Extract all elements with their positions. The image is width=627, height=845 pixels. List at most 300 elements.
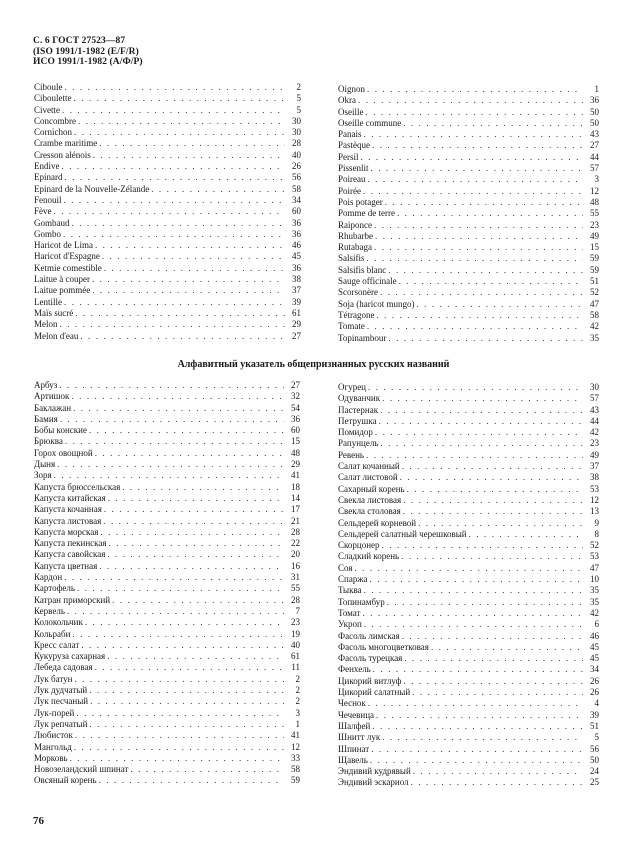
entry-page: 61 (291, 651, 300, 662)
dot-leader (75, 730, 284, 741)
entry-page: 45 (590, 641, 599, 652)
index-entry (34, 93, 301, 104)
entry-term: Pastèque (338, 140, 370, 151)
entry-term: Брюква (34, 436, 63, 447)
entry-page: 16 (291, 560, 300, 571)
index-entry (338, 664, 599, 675)
entry-term: Pomme de terre (338, 208, 395, 219)
entry-term: Oignon (338, 84, 365, 94)
dot-leader (358, 95, 583, 106)
entry-term: Кольраби (34, 628, 71, 639)
entry-term: Okra (338, 95, 356, 106)
dot-leader (367, 84, 583, 95)
entry-page: 26 (590, 675, 599, 686)
dot-leader (95, 662, 284, 673)
entry-term: Овсяный корень (34, 775, 97, 786)
dot-leader (364, 585, 583, 596)
index-entry (34, 742, 300, 753)
dot-leader (67, 606, 284, 617)
entry-term: Tétragone (338, 309, 375, 320)
dot-leader (104, 504, 284, 515)
dot-leader (99, 138, 285, 149)
index-entry (338, 265, 599, 276)
dot-leader (89, 685, 284, 696)
entry-term: Лук песчаный (34, 696, 89, 707)
dot-leader (75, 308, 285, 319)
dot-leader (65, 436, 284, 447)
index-entry (34, 482, 300, 493)
dot-leader (62, 105, 285, 116)
dot-leader (60, 414, 284, 425)
entry-term: Кардон (34, 572, 63, 583)
dot-leader (104, 263, 285, 274)
index-entry (34, 308, 301, 319)
entry-page: 36 (292, 217, 301, 228)
dot-leader (363, 186, 583, 197)
entry-term: Crambe maritime (34, 138, 98, 149)
entry-page: 43 (590, 404, 599, 415)
entry-term: Помидор (338, 427, 373, 438)
dot-leader (364, 619, 583, 630)
entry-page: 5 (296, 93, 301, 104)
index-entry (338, 152, 599, 163)
entry-term: Сладкий корень (338, 551, 400, 562)
index-entry (338, 676, 599, 687)
entry-term: Cornichon (34, 127, 72, 138)
entry-term: Fenouil (34, 194, 62, 205)
entry-term: Pois potager (338, 196, 383, 207)
index-entry (338, 597, 599, 608)
index-entry (34, 380, 300, 391)
entry-term: Lentille (34, 296, 62, 307)
index-entry (34, 640, 300, 651)
dot-leader (74, 742, 284, 753)
dot-leader (354, 563, 583, 574)
entry-page: 56 (292, 172, 301, 183)
entry-term: Цикорий витлуф (338, 675, 402, 686)
entry-page: 27 (291, 380, 300, 390)
dot-leader (376, 310, 583, 321)
entry-term: Salsifis (338, 253, 365, 264)
entry-term: Баклажан (34, 402, 72, 413)
dot-leader (364, 129, 584, 140)
dot-leader (74, 93, 286, 104)
entry-term: Ciboule (34, 82, 63, 92)
dot-leader (81, 640, 284, 651)
entry-page: 53 (590, 483, 599, 494)
entry-term: Oseille commune (338, 117, 402, 128)
entry-page: 52 (590, 540, 599, 551)
dot-leader (404, 676, 584, 687)
entry-page: 28 (292, 138, 301, 149)
index-entry (34, 561, 300, 572)
entry-term: Мангольд (34, 741, 72, 752)
entry-page: 26 (292, 161, 301, 172)
index-entry (338, 140, 599, 151)
dot-leader (74, 127, 285, 138)
entry-page: 29 (291, 459, 300, 470)
entry-term: Ревень (338, 449, 364, 460)
entry-page: 27 (590, 140, 599, 151)
iso-reference-russian: ИСО 1991/1-1982 (А/Ф/Р) (33, 57, 143, 67)
dot-leader (73, 403, 284, 414)
entry-term: Свекла столовая (338, 506, 401, 517)
entry-term: Лук-порей (34, 707, 75, 718)
entry-term: Sauge officinale (338, 276, 397, 287)
entry-page: 42 (590, 607, 599, 618)
entry-term: Тыква (338, 585, 362, 596)
index-entry (34, 708, 300, 719)
entry-page: 5 (594, 732, 599, 743)
entry-page: 38 (292, 274, 301, 285)
index-entry (338, 438, 599, 449)
dot-leader (382, 732, 583, 743)
index-entry (338, 631, 599, 642)
dot-leader (367, 321, 583, 332)
entry-page: 2 (295, 673, 300, 684)
dot-leader (95, 448, 284, 459)
entry-page: 39 (590, 709, 599, 720)
entry-term: Laitue à couper (34, 274, 90, 285)
dot-leader (95, 240, 285, 251)
entry-page: 55 (291, 583, 300, 594)
index-entry (338, 472, 599, 483)
dot-leader (387, 597, 583, 608)
entry-page: 2 (295, 696, 300, 707)
dot-leader (99, 775, 284, 786)
index-entry (338, 197, 599, 208)
entry-page: 36 (292, 228, 301, 239)
index-entry (34, 150, 301, 161)
index-entry (338, 84, 599, 95)
dot-leader (99, 561, 284, 572)
dot-leader (57, 459, 284, 470)
entry-term: Epinard (34, 172, 63, 183)
index-entry (34, 764, 300, 775)
index-entry (338, 619, 599, 630)
entry-term: Шпинат (338, 743, 370, 754)
entry-term: Колокольчик (34, 617, 83, 628)
entry-page: 49 (590, 230, 599, 241)
entry-page: 48 (291, 447, 300, 458)
dot-leader (112, 595, 284, 606)
entry-page: 61 (292, 307, 301, 318)
entry-page: 52 (590, 287, 599, 298)
entry-page: 40 (291, 639, 300, 650)
entry-term: Laitue pommée (34, 285, 91, 296)
index-entry (338, 231, 599, 242)
dot-leader (62, 161, 286, 172)
index-entry (338, 118, 599, 129)
entry-page: 39 (292, 296, 301, 307)
index-entry (34, 549, 300, 560)
entry-term: Соя (338, 562, 353, 573)
entry-page: 45 (590, 653, 599, 664)
index-entry (338, 732, 599, 743)
index-entry (338, 755, 599, 766)
dot-leader (92, 274, 285, 285)
entry-term: Арбуз (34, 380, 58, 390)
entry-page: 10 (590, 574, 599, 585)
dot-leader (380, 287, 583, 298)
dot-leader (402, 461, 583, 472)
entry-page: 59 (291, 775, 300, 786)
dot-leader (361, 152, 583, 163)
entry-page: 42 (590, 321, 599, 332)
dot-leader (388, 265, 583, 276)
entry-page: 46 (292, 240, 301, 251)
entry-page: 7 (295, 605, 300, 616)
entry-term: Артишок (34, 391, 70, 402)
index-entry (34, 527, 300, 538)
entry-page: 58 (291, 764, 300, 775)
entry-term: Gombo (34, 228, 61, 239)
entry-term: Капуста цветная (34, 560, 98, 571)
dot-leader (85, 617, 284, 628)
entry-page: 3 (295, 707, 300, 718)
index-entry (34, 116, 301, 127)
entry-page: 30 (292, 115, 301, 126)
entry-page: 51 (590, 276, 599, 287)
index-entry (34, 493, 300, 504)
dot-leader (368, 698, 583, 709)
entry-term: Чечевица (338, 709, 375, 720)
entry-page: 26 (590, 687, 599, 698)
entry-page: 14 (291, 492, 300, 503)
entry-page: 37 (292, 285, 301, 296)
entry-term: Ketmie comestible (34, 262, 102, 273)
index-entry (338, 540, 599, 551)
index-entry (338, 461, 599, 472)
entry-term: Горох овощной (34, 447, 93, 458)
entry-page: 50 (590, 106, 599, 117)
dot-leader (368, 382, 583, 393)
index-entry (34, 538, 300, 549)
index-entry (34, 403, 300, 414)
dot-leader (65, 82, 286, 93)
index-entry (34, 251, 301, 262)
dot-leader (151, 184, 285, 195)
entry-page: 34 (590, 664, 599, 675)
entry-page: 59 (590, 264, 599, 275)
index-entry (34, 775, 300, 786)
entry-page: 49 (590, 449, 599, 460)
entry-page: 34 (292, 194, 301, 205)
entry-page: 50 (590, 754, 599, 765)
dot-leader (89, 719, 284, 730)
dot-leader (373, 664, 583, 675)
dot-leader (107, 651, 284, 662)
entry-term: Persil (338, 151, 359, 162)
entry-term: Epinard de la Nouvelle-Zélande (34, 183, 150, 194)
dot-leader (382, 393, 583, 404)
entry-term: Melon d'eau (34, 330, 79, 341)
entry-term: Любисток (34, 730, 73, 741)
index-entry (338, 405, 599, 416)
dot-leader (93, 150, 285, 161)
dot-leader (404, 653, 583, 664)
index-entry (338, 333, 599, 344)
index-entry (338, 287, 599, 298)
entry-term: Рапунцель (338, 438, 379, 449)
index-entry (34, 285, 301, 296)
entry-term: Poirée (338, 185, 361, 196)
entry-page: 41 (291, 470, 300, 481)
dot-leader (413, 766, 583, 777)
dot-leader (376, 710, 583, 721)
entry-term: Бамия (34, 413, 58, 424)
entry-page: 56 (590, 743, 599, 754)
dot-leader (380, 438, 583, 449)
entry-term: Кукуруза сахарная (34, 651, 106, 662)
entry-page: 42 (590, 427, 599, 438)
entry-term: Шнитт лук (338, 732, 381, 743)
dot-leader (399, 276, 583, 287)
entry-page: 48 (590, 196, 599, 207)
dot-leader (388, 333, 583, 344)
entry-page: 12 (291, 741, 300, 752)
entry-term: Haricot de Lima (34, 240, 93, 251)
entry-page: 60 (291, 425, 300, 436)
entry-term: Кервель (34, 605, 65, 616)
index-entry (34, 274, 301, 285)
dot-leader (374, 220, 583, 231)
index-entry (338, 163, 599, 174)
dot-leader (89, 425, 284, 436)
entry-page: 28 (291, 594, 300, 605)
entry-term: Томат (338, 607, 361, 618)
index-entry (34, 606, 300, 617)
entry-page: 23 (291, 617, 300, 628)
entry-term: Новозеландский шпинат (34, 764, 129, 775)
dot-leader (403, 495, 583, 506)
index-entry (34, 436, 300, 447)
index-entry (34, 240, 301, 251)
index-entry (34, 414, 300, 425)
dot-leader (418, 518, 583, 529)
iso-reference: (ISO 1991/1-1982 (E/F/R) (33, 46, 139, 57)
index-entry (34, 184, 301, 195)
index-entry (34, 263, 301, 274)
index-entry (338, 721, 599, 732)
entry-term: Soja (haricot mungo) (338, 298, 415, 309)
entry-term: Salsifis blanc (338, 264, 387, 275)
dot-leader (80, 331, 285, 342)
dot-leader (403, 118, 583, 129)
entry-term: Капуста листовая (34, 515, 102, 526)
dot-leader (59, 380, 284, 391)
index-entry (34, 391, 300, 402)
entry-term: Огурец (338, 382, 367, 392)
dot-leader (64, 297, 285, 308)
dot-leader (382, 540, 583, 551)
index-entry (34, 651, 300, 662)
entry-term: Raiponce (338, 219, 372, 230)
index-entry (34, 172, 301, 183)
entry-page: 6 (594, 619, 599, 630)
entry-term: Лук дудчатый (34, 685, 88, 696)
index-entry (338, 744, 599, 755)
dot-leader (401, 551, 583, 562)
index-entry (34, 583, 300, 594)
index-entry (338, 698, 599, 709)
entry-page: 36 (292, 262, 301, 273)
entry-page: 38 (590, 472, 599, 483)
dot-leader (70, 753, 284, 764)
entry-term: Дыня (34, 459, 56, 470)
index-entry (34, 218, 301, 229)
index-entry (338, 174, 599, 185)
entry-page: 11 (291, 662, 300, 673)
entry-term: Rutabaga (338, 242, 372, 253)
index-entry (338, 321, 599, 332)
entry-page: 59 (590, 253, 599, 264)
entry-term: Rhubarbe (338, 230, 373, 241)
index-entry (338, 220, 599, 231)
index-entry (338, 710, 599, 721)
entry-page: 36 (291, 413, 300, 424)
entry-page: 20 (291, 549, 300, 560)
dot-leader (77, 583, 284, 594)
index-entry (338, 382, 599, 393)
index-entry (338, 95, 599, 106)
index-entry (34, 229, 301, 240)
entry-page: 33 (291, 752, 300, 763)
entry-page: 44 (590, 151, 599, 162)
entry-page: 58 (590, 309, 599, 320)
index-entry (34, 206, 301, 217)
index-entry (34, 662, 300, 673)
index-entry (34, 516, 300, 527)
dot-leader (108, 493, 284, 504)
entry-term: Скорцонер (338, 540, 380, 551)
entry-page: 19 (291, 628, 300, 639)
entry-term: Pissenlit (338, 163, 369, 174)
index-entry (338, 484, 599, 495)
entry-page: 15 (590, 242, 599, 253)
index-entry (338, 186, 599, 197)
index-entry (338, 107, 599, 118)
index-entry (34, 617, 300, 628)
index-entry (34, 448, 300, 459)
entry-term: Капуста морская (34, 526, 99, 537)
entry-page: 60 (292, 206, 301, 217)
entry-page: 51 (590, 720, 599, 731)
index-entry (34, 425, 300, 436)
index-entry (34, 696, 300, 707)
index-entry (338, 518, 599, 529)
dot-leader (366, 107, 584, 118)
dot-leader (407, 484, 583, 495)
entry-page: 30 (292, 127, 301, 138)
entry-page: 58 (292, 183, 301, 194)
entry-term: Poireau (338, 174, 366, 185)
entry-term: Капуста брюссельская (34, 481, 121, 492)
index-entry (338, 653, 599, 664)
index-entry (338, 766, 599, 777)
index-entry (338, 585, 599, 596)
entry-page: 1 (594, 84, 599, 94)
page-number: 76 (33, 815, 44, 827)
dot-leader (130, 764, 284, 775)
russian-index-right-column (338, 382, 599, 789)
index-entry (34, 195, 301, 206)
dot-leader (103, 516, 284, 527)
entry-term: Лук репчатый (34, 718, 88, 729)
index-entry (338, 253, 599, 264)
entry-page: 13 (590, 506, 599, 517)
entry-term: Морковь (34, 752, 68, 763)
